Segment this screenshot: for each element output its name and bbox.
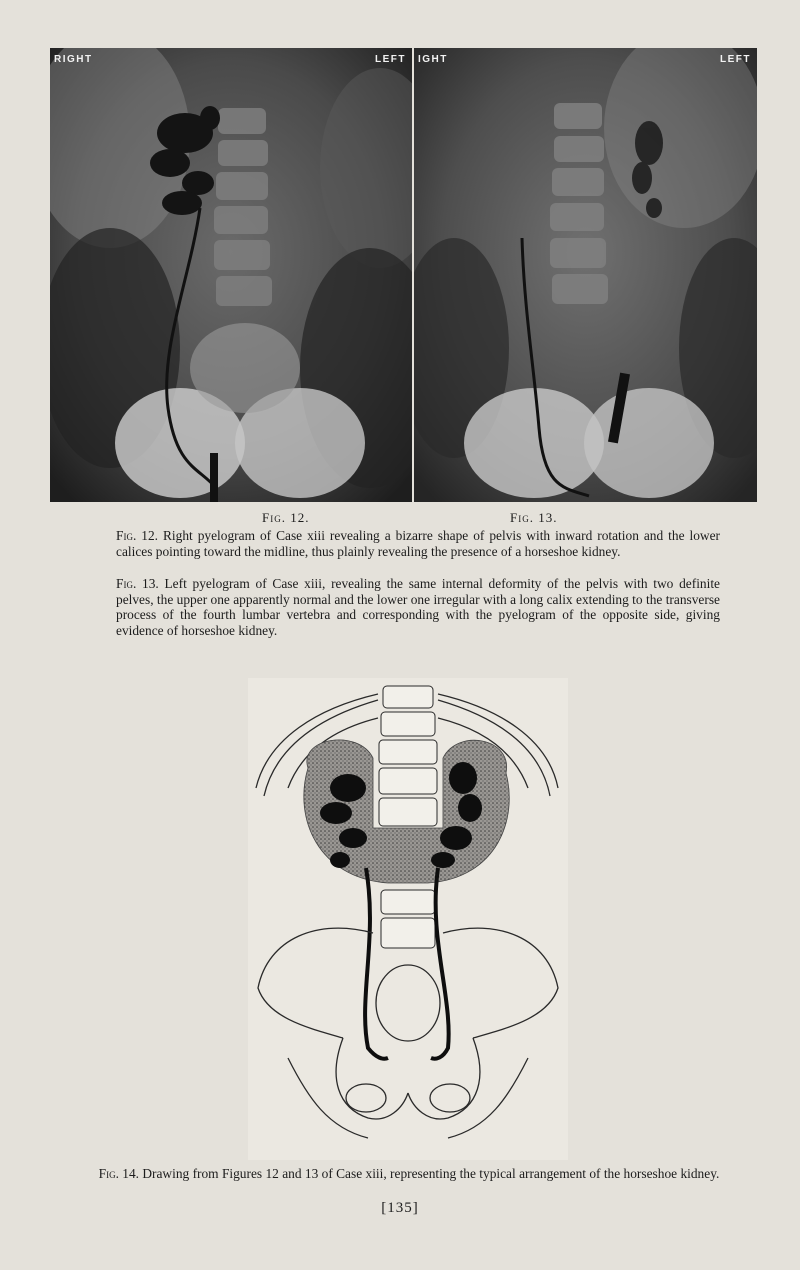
pyelogram-image-right: [50, 48, 412, 502]
figure-14-caption: [94, 1166, 724, 1182]
figure-14-drawing: [248, 678, 568, 1160]
figure-13-label: Fig. 13.: [510, 510, 558, 525]
pyelogram-image-left: [414, 48, 757, 502]
caption-text: Right pyelogram of Case xiii revealing a bizarre shape of pelvis with inward rotation and the lower calices pointing toward the midline, thus plainly revealing the presence of a horseshoe kidney.: [116, 528, 720, 559]
left-side-label: LEFT: [375, 54, 406, 65]
figure-13-caption: [116, 576, 720, 638]
figure-12-caption: [116, 528, 720, 559]
caption-text: Left pyelogram of Case xiii, revealing the same internal deformity of the pelvis with two definite pelves, the upper one apparently normal and the lower one irregular with a long calix extending to the transverse process of the fourth lumbar vertebra and corresponding with the pyelogram of the opposite side, giving evidence of horseshoe kidney.: [116, 576, 720, 638]
horseshoe-kidney-diagram: [248, 678, 568, 1160]
right-side-label: IGHT: [418, 54, 448, 65]
caption-lead: Fig. 13.: [116, 576, 159, 591]
caption-lead: Fig. 12.: [116, 528, 159, 543]
figure-12-label: Fig. 12.: [262, 510, 310, 525]
page-number: [135]: [381, 1200, 419, 1216]
caption-lead: Fig. 14.: [98, 1166, 140, 1181]
right-side-label: RIGHT: [54, 54, 93, 65]
caption-text: Drawing from Figures 12 and 13 of Case xiii, representing the typical arrangement of the horseshoe kidney.: [139, 1166, 720, 1181]
figure-12-pyelogram: [50, 48, 412, 502]
left-side-label: LEFT: [720, 54, 751, 65]
figure-13-pyelogram: [414, 48, 757, 502]
